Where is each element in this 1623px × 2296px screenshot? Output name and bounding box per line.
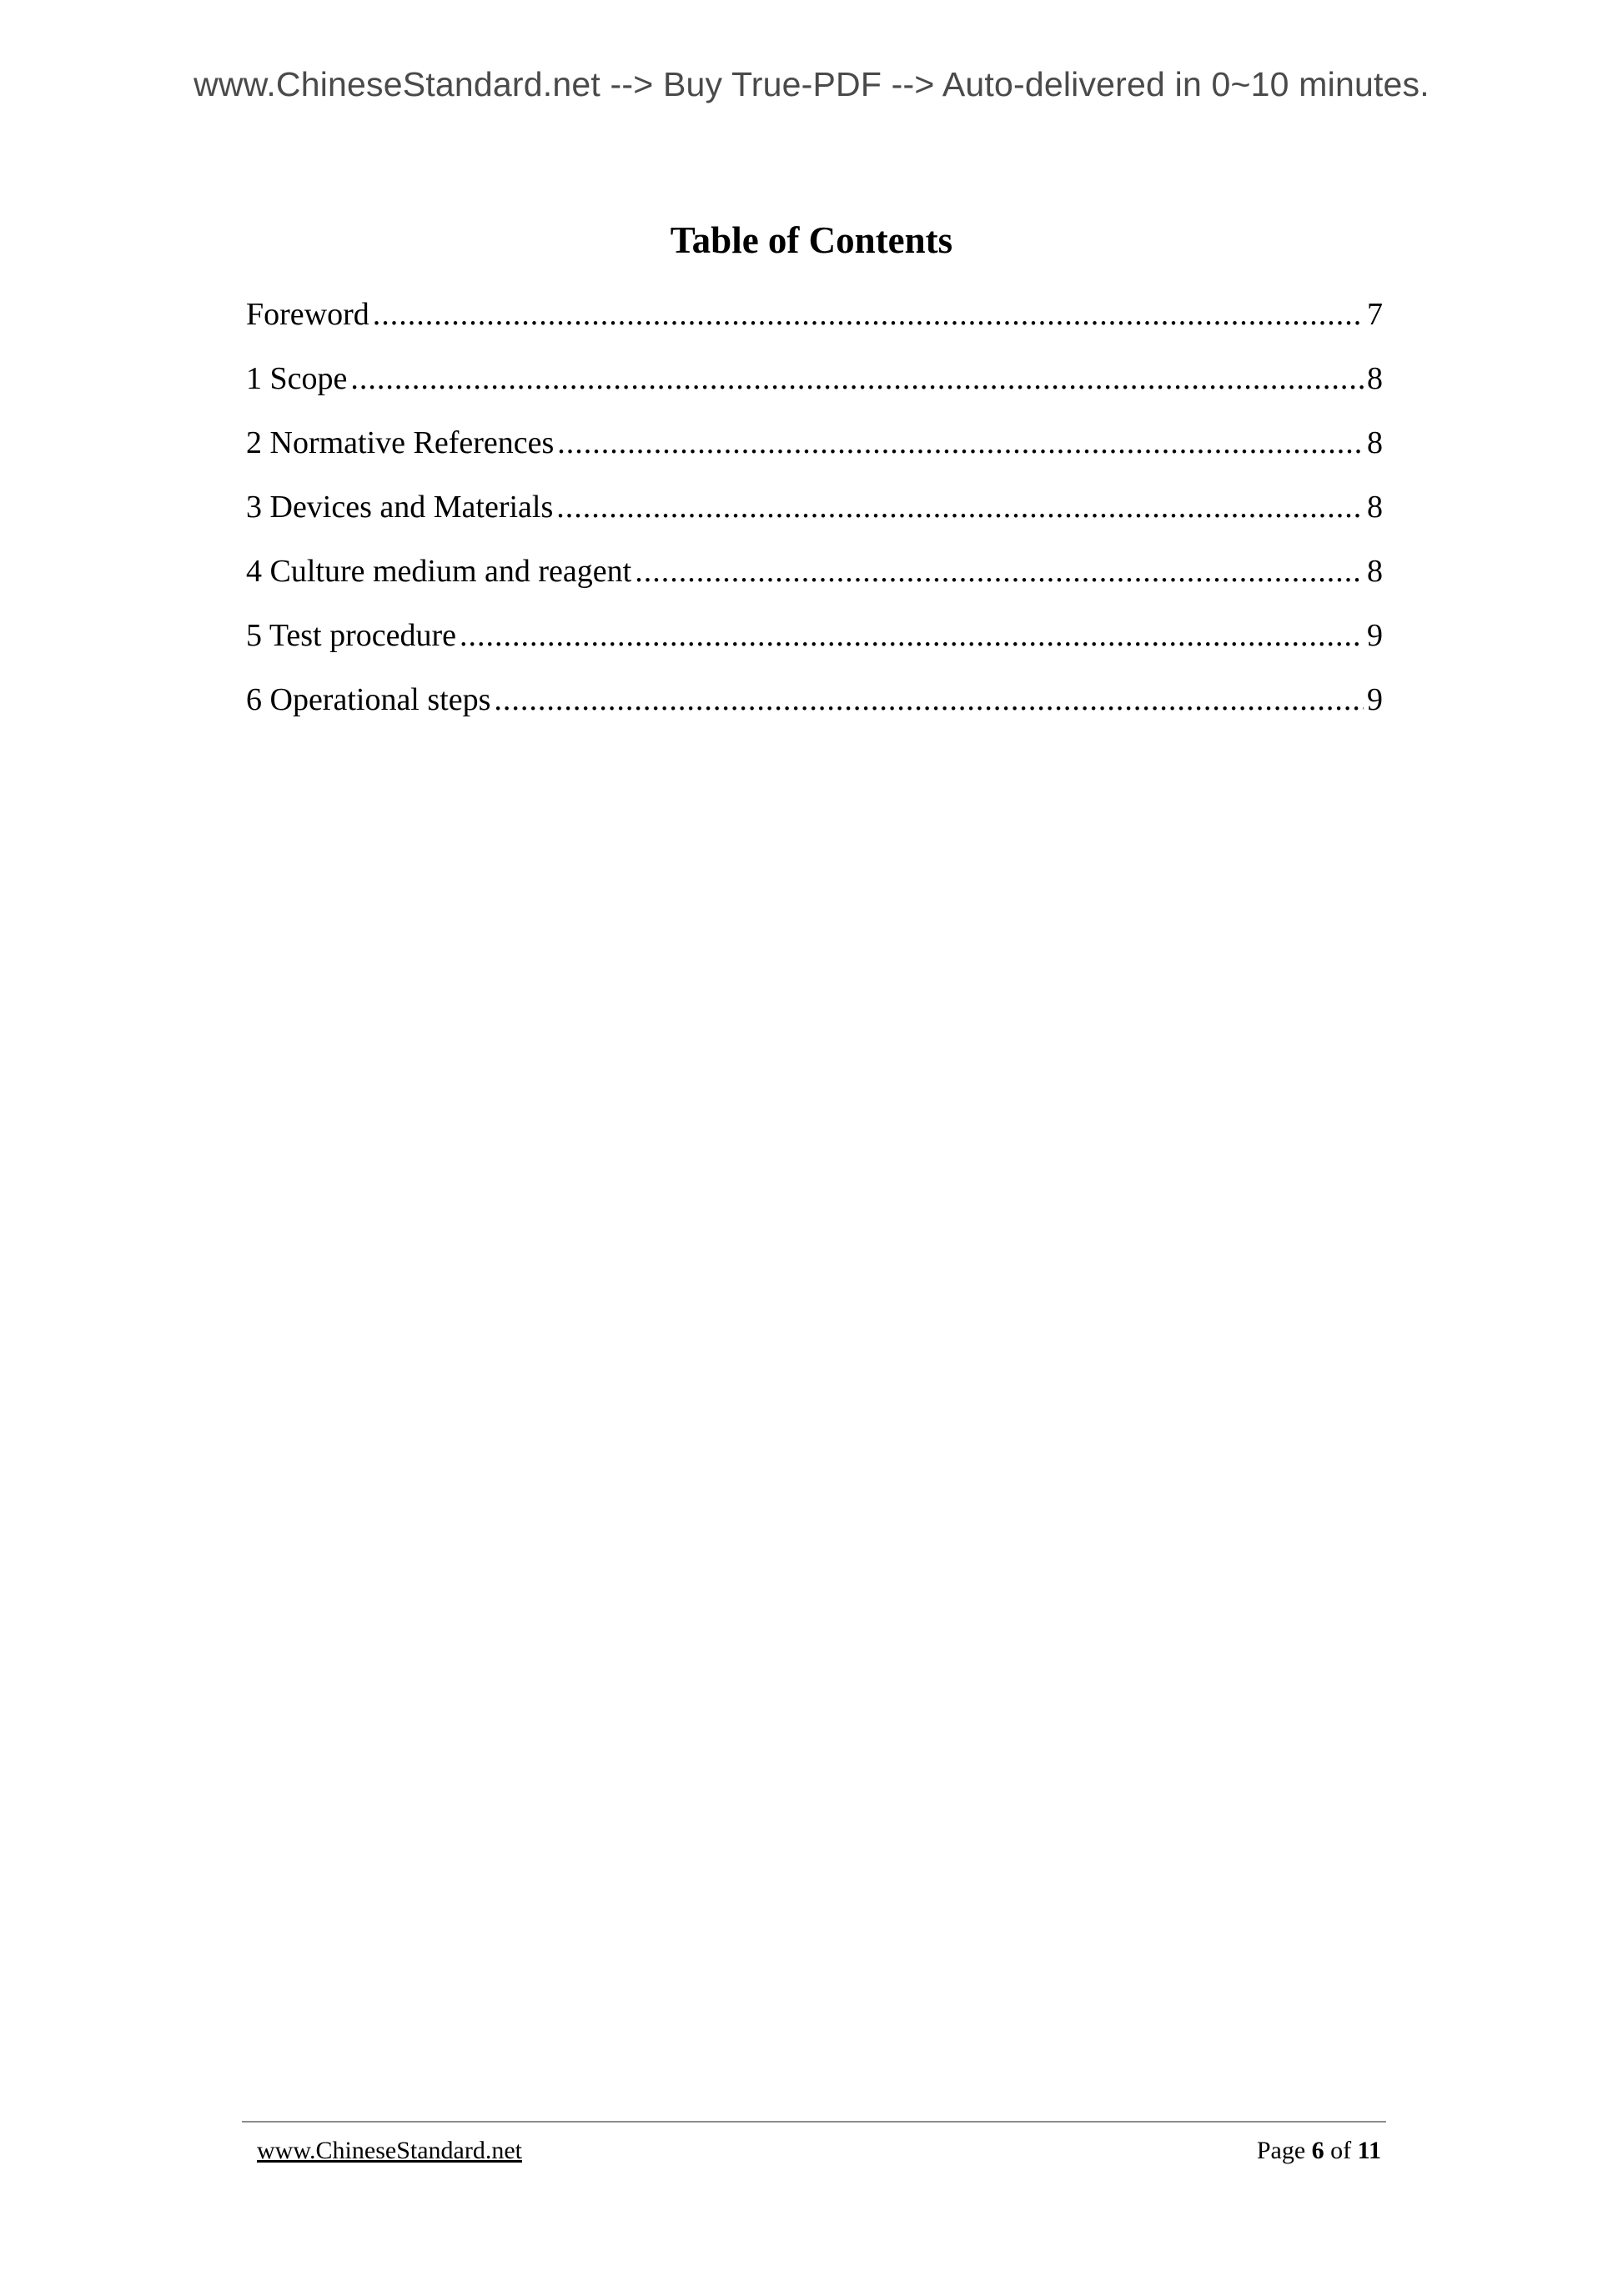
toc-entry-label: 5 Test procedure bbox=[246, 618, 456, 653]
toc-dot-leader bbox=[373, 294, 1364, 335]
toc-title: Table of Contents bbox=[670, 219, 953, 261]
toc-dot-leader bbox=[635, 550, 1364, 592]
toc-entry-label: Foreword bbox=[246, 297, 369, 332]
toc-entry-page: 8 bbox=[1367, 361, 1383, 396]
footer-page-word: Page bbox=[1256, 2137, 1306, 2164]
toc-entry-scope[interactable] bbox=[246, 358, 1383, 422]
toc-entry-page: 8 bbox=[1367, 425, 1383, 460]
toc-entry-page: 8 bbox=[1367, 554, 1383, 589]
toc-entry-normative-references[interactable] bbox=[246, 422, 1383, 486]
toc-dot-leader bbox=[556, 486, 1364, 528]
toc-entry-label: 2 Normative References bbox=[246, 425, 555, 460]
toc-dot-leader bbox=[350, 358, 1364, 399]
toc-entry-label: 4 Culture medium and reagent bbox=[246, 554, 632, 589]
footer-page-number bbox=[1257, 2137, 1381, 2165]
toc-entry-label: 3 Devices and Materials bbox=[246, 490, 554, 525]
footer-divider bbox=[242, 2121, 1386, 2123]
toc-entry-page: 7 bbox=[1367, 297, 1383, 332]
toc-entry-label: 6 Operational steps bbox=[246, 682, 491, 717]
toc-list bbox=[246, 294, 1383, 743]
toc-entry-test-procedure[interactable] bbox=[246, 615, 1383, 679]
footer-total-pages: 11 bbox=[1357, 2137, 1381, 2164]
footer-current-page: 6 bbox=[1311, 2137, 1324, 2164]
header-banner: www.ChineseStandard.net --> Buy True-PDF --> Auto-delivered in 0~10 minutes. bbox=[193, 65, 1430, 103]
toc-entry-devices-and-materials[interactable] bbox=[246, 486, 1383, 550]
toc-entry-operational-steps[interactable] bbox=[246, 679, 1383, 743]
toc-entry-culture-medium[interactable] bbox=[246, 550, 1383, 615]
footer-site-link[interactable]: www.ChineseStandard.net bbox=[257, 2137, 522, 2164]
toc-dot-leader bbox=[494, 679, 1364, 721]
footer-of-word: of bbox=[1330, 2137, 1352, 2164]
toc-entry-page: 9 bbox=[1367, 682, 1383, 717]
toc-entry-page: 9 bbox=[1367, 618, 1383, 653]
toc-entry-page: 8 bbox=[1367, 490, 1383, 525]
toc-entry-foreword[interactable] bbox=[246, 294, 1383, 358]
toc-dot-leader bbox=[460, 615, 1364, 656]
toc-dot-leader bbox=[557, 422, 1364, 464]
toc-entry-label: 1 Scope bbox=[246, 361, 348, 396]
